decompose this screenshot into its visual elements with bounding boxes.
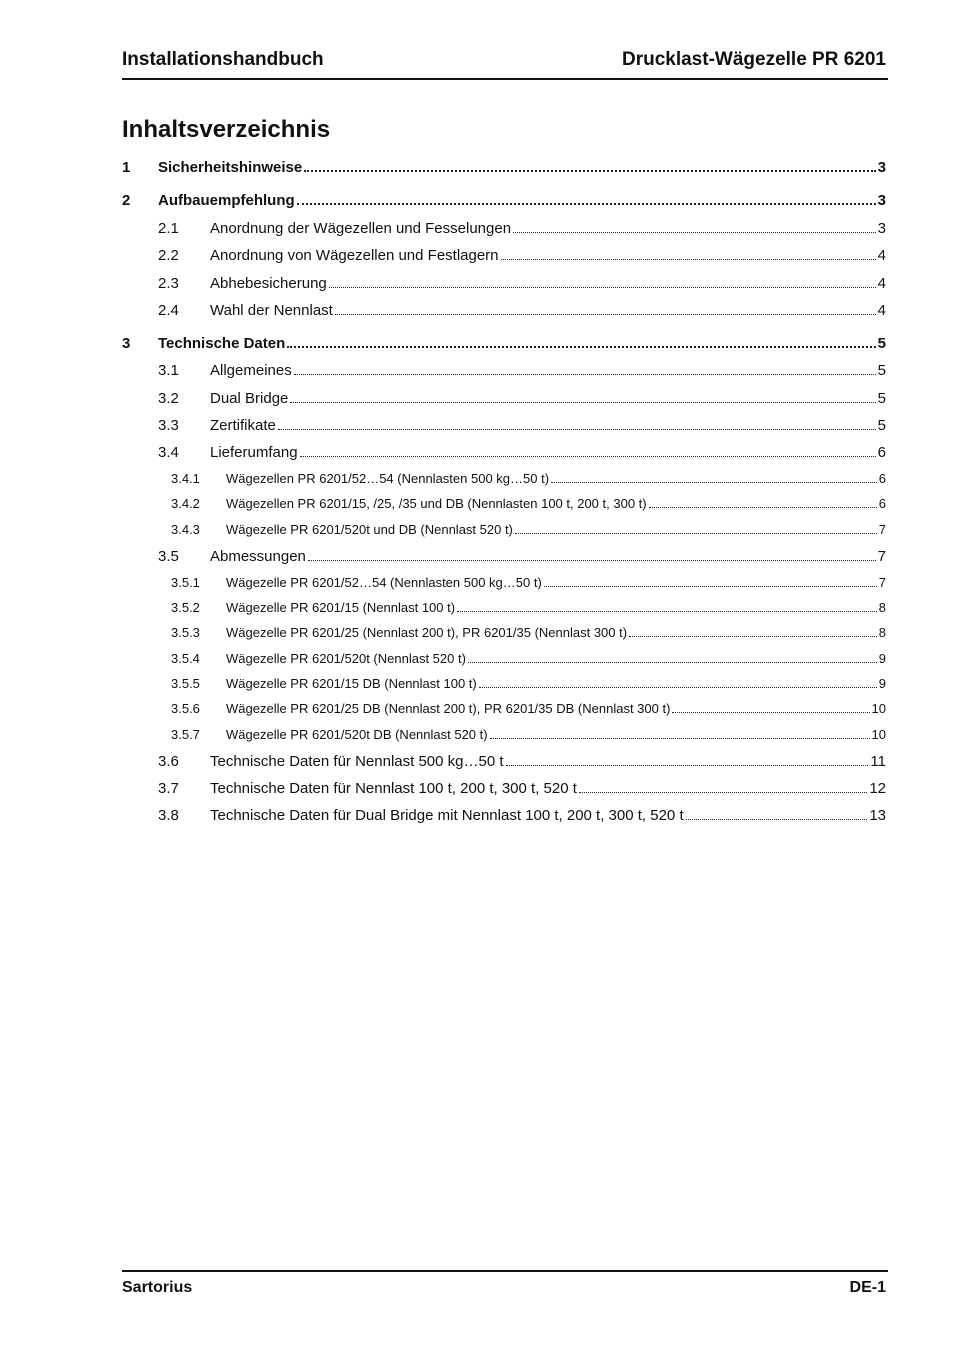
toc-entry-title: Aufbauempfehlung (158, 191, 295, 209)
toc-entry-number: 3.2 (158, 389, 179, 407)
toc-entry-title: Abmessungen (210, 547, 306, 565)
page-number: DE-1 (849, 1279, 886, 1296)
toc-entry-number: 3.4.1 (171, 470, 200, 486)
toc-entry-page: 9 (878, 675, 886, 691)
toc-entry-page: 8 (878, 624, 886, 640)
toc-entry-title: Anordnung der Wägezellen und Fesselungen (210, 219, 512, 237)
toc-entry-number: 3.5.6 (171, 700, 200, 716)
toc-heading: Inhaltsverzeichnis (122, 116, 331, 143)
toc-entry-title: Anordnung von Wägezellen und Festlagern (210, 246, 499, 264)
toc-entry-page: 10 (871, 700, 886, 716)
toc-dot-leader (479, 686, 877, 688)
toc-entry-title: Dual Bridge (210, 389, 289, 407)
toc-entry-title: Wägezelle PR 6201/15 (Nennlast 100 t) (226, 599, 456, 615)
toc-dot-leader (335, 313, 876, 315)
toc-entry-title: Allgemeines (210, 361, 292, 379)
toc-entry[interactable] (122, 727, 886, 742)
toc-entry-page: 10 (871, 726, 886, 742)
toc-entry[interactable] (122, 575, 886, 590)
toc-dot-leader (304, 169, 875, 172)
toc-entry-title: Technische Daten für Nennlast 500 kg…50 t (210, 752, 504, 770)
toc-dot-leader (551, 481, 877, 483)
toc-entry-page: 4 (877, 246, 886, 264)
toc-entry[interactable] (122, 548, 886, 565)
toc-entry-number: 3.8 (158, 806, 179, 824)
toc-entry-number: 3.3 (158, 416, 179, 434)
company-name: Sartorius (122, 1279, 193, 1296)
toc-entry-page: 5 (877, 334, 886, 352)
toc-entry-title: Abhebesicherung (210, 274, 327, 292)
toc-entry-number: 2.2 (158, 246, 179, 264)
toc-entry-number: 2 (122, 191, 131, 209)
toc-dot-leader (501, 258, 876, 260)
toc-entry-page: 3 (877, 191, 886, 209)
toc-entry[interactable] (122, 471, 886, 486)
product-title: Drucklast-Wägezelle PR 6201 (621, 49, 886, 70)
toc-entry-page: 7 (878, 574, 886, 590)
toc-dot-leader (544, 585, 877, 587)
toc-entry[interactable] (122, 302, 886, 319)
toc-entry-title: Zertifikate (210, 416, 276, 434)
toc-entry-number: 3.5 (158, 547, 179, 565)
toc-entry-page: 8 (878, 599, 886, 615)
toc-entry[interactable] (122, 753, 886, 770)
toc-entry-title: Wägezelle PR 6201/520t DB (Nennlast 520 t) (226, 726, 488, 742)
toc-entry[interactable] (122, 159, 886, 176)
toc-entry-number: 3.5.3 (171, 624, 200, 640)
toc-entry-title: Wägezellen PR 6201/52…54 (Nennlasten 500 kg…50 t) (226, 470, 550, 486)
toc-entry[interactable] (122, 362, 886, 379)
toc-entry-title: Technische Daten für Dual Bridge mit Nennlast 100 t, 200 t, 300 t, 520 t (210, 806, 684, 824)
toc-entry-page: 3 (877, 219, 886, 237)
toc-entry-title: Wägezelle PR 6201/25 (Nennlast 200 t), PR 6201/35 (Nennlast 300 t) (226, 624, 628, 640)
toc-entry-number: 3.5.1 (171, 574, 200, 590)
toc-entry-number: 3.1 (158, 361, 179, 379)
toc-dot-leader (294, 373, 876, 375)
toc-entry[interactable] (122, 676, 886, 691)
toc-entry-title: Technische Daten (158, 334, 286, 352)
toc-dot-leader (629, 635, 877, 637)
toc-entry-page: 6 (878, 495, 886, 511)
toc-entry-number: 3.4 (158, 443, 179, 461)
toc-entry[interactable] (122, 522, 886, 537)
toc-entry-page: 11 (870, 752, 886, 770)
toc-entry-title: Wägezelle PR 6201/25 DB (Nennlast 200 t), PR 6201/35 DB (Nennlast 300 t) (226, 700, 671, 716)
toc-entry-number: 2.4 (158, 301, 179, 319)
toc-entry-title: Wägezelle PR 6201/520t (Nennlast 520 t) (226, 650, 466, 666)
toc-entry[interactable] (122, 651, 886, 666)
toc-entry[interactable] (122, 807, 886, 824)
toc-dot-leader (329, 286, 876, 288)
toc-entry-title: Wägezelle PR 6201/520t und DB (Nennlast 520 t) (226, 521, 513, 537)
toc-entry-page: 5 (877, 389, 886, 407)
page-footer (122, 1270, 888, 1302)
toc-entry[interactable] (122, 275, 886, 292)
toc-entry-page: 13 (869, 806, 886, 824)
toc-entry[interactable] (122, 417, 886, 434)
toc-entry-page: 7 (878, 521, 886, 537)
toc-dot-leader (290, 401, 875, 403)
toc-dot-leader (490, 737, 870, 739)
toc-entry-title: Wägezellen PR 6201/15, /25, /35 und DB (Nennlasten 100 t, 200 t, 300 t) (226, 495, 647, 511)
toc-dot-leader (649, 506, 877, 508)
toc-entry[interactable] (122, 625, 886, 640)
toc-dot-leader (297, 202, 876, 205)
toc-dot-leader (457, 610, 877, 612)
toc-entry-title: Wahl der Nennlast (210, 301, 333, 319)
toc-entry[interactable] (122, 600, 886, 615)
toc-entry[interactable] (122, 701, 886, 716)
toc-entry-number: 1 (122, 158, 131, 176)
toc-entry-page: 4 (877, 274, 886, 292)
toc-entry-title: Lieferumfang (210, 443, 298, 461)
document-title: Installationshandbuch (122, 49, 324, 70)
page-header (122, 46, 888, 80)
toc-entry-page: 3 (877, 158, 886, 176)
toc-entry-page: 9 (878, 650, 886, 666)
toc-dot-leader (686, 818, 868, 820)
toc-dot-leader (468, 661, 877, 663)
toc-entry-page: 12 (869, 779, 886, 797)
toc-entry-page: 5 (877, 416, 886, 434)
toc-entry-title: Sicherheitshinweise (158, 158, 303, 176)
toc-entry[interactable] (122, 780, 886, 797)
toc-entry-number: 3.5.2 (171, 599, 200, 615)
toc-entry[interactable] (122, 335, 886, 352)
toc-entry-number: 3.4.3 (171, 521, 200, 537)
toc-entry-number: 3.4.2 (171, 495, 200, 511)
toc-entry[interactable] (122, 390, 886, 407)
toc-entry-page: 4 (877, 301, 886, 319)
toc-dot-leader (300, 455, 876, 457)
toc-entry[interactable] (122, 220, 886, 237)
toc-entry[interactable] (122, 496, 886, 511)
toc-entry-page: 5 (877, 361, 886, 379)
toc-dot-leader (308, 559, 876, 561)
toc-dot-leader (287, 345, 875, 348)
toc-entry-title: Wägezelle PR 6201/52…54 (Nennlasten 500 kg…50 t) (226, 574, 542, 590)
toc-entry-page: 6 (877, 443, 886, 461)
toc-entry[interactable] (122, 444, 886, 461)
toc-dot-leader (672, 711, 869, 713)
toc-entry[interactable] (122, 247, 886, 264)
toc-entry-number: 3.5.7 (171, 726, 200, 742)
toc-dot-leader (506, 764, 869, 766)
toc-dot-leader (515, 532, 877, 534)
toc-entry-title: Technische Daten für Nennlast 100 t, 200 t, 300 t, 520 t (210, 779, 577, 797)
toc-entry-number: 2.1 (158, 219, 179, 237)
toc-dot-leader (579, 791, 867, 793)
toc-entry[interactable] (122, 192, 886, 209)
toc-entry-page: 6 (878, 470, 886, 486)
toc-entry-number: 3.6 (158, 752, 179, 770)
toc-entry-number: 3.5.5 (171, 675, 200, 691)
toc-entry-page: 7 (877, 547, 886, 565)
toc-entry-number: 3.5.4 (171, 650, 200, 666)
toc-entry-number: 3 (122, 334, 131, 352)
toc-entry-number: 3.7 (158, 779, 179, 797)
toc-dot-leader (513, 231, 876, 233)
toc-entry-title: Wägezelle PR 6201/15 DB (Nennlast 100 t) (226, 675, 477, 691)
toc-dot-leader (278, 428, 876, 430)
toc-entry-number: 2.3 (158, 274, 179, 292)
